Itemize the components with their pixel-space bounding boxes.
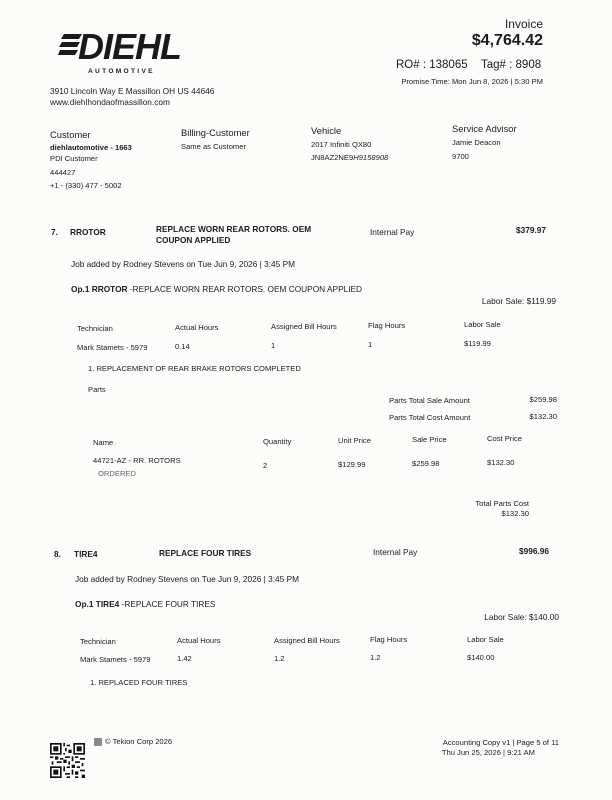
job7-col-labor-sale: Labor Sale	[464, 320, 501, 329]
job7-technician: Mark Stamets - 5979	[77, 343, 148, 352]
qr-code-icon	[50, 743, 85, 778]
job8-actual-hours: 1.42	[177, 654, 192, 663]
job8-labor-sale: Labor Sale: $140.00	[484, 612, 559, 622]
job8-col-assigned-bill-hours: Assigned Bill Hours	[274, 636, 340, 645]
job7-actual-hours: 0.14	[175, 342, 190, 351]
billing-value: Same as Customer	[181, 142, 246, 151]
parts-total-sale-value: $259.98	[529, 395, 557, 404]
advisor-heading: Service Advisor	[452, 123, 517, 134]
customer-phone: +1 - (330) 477 - 5002	[50, 181, 122, 190]
customer-heading: Customer	[50, 129, 91, 140]
job7-amount: $379.97	[516, 225, 546, 235]
logo-subtitle: AUTOMOTIVE	[88, 68, 155, 75]
job7-op-code: Op.1 RROTOR	[71, 284, 128, 294]
job7-added-by: Job added by Rodney Stevens on Tue Jun 9, 2026 | 3:45 PM	[71, 259, 296, 269]
parts-col-quantity: Quantity	[263, 437, 292, 446]
job7-code: RROTOR	[70, 227, 106, 237]
parts-total-sale-label: Parts Total Sale Amount	[389, 396, 470, 405]
job8-col-labor-sale: Labor Sale	[467, 635, 504, 644]
logo-wordmark: DIEHL	[78, 26, 181, 67]
job7-op-line	[71, 284, 362, 294]
job8-labor-sale-value: $140.00	[467, 653, 495, 662]
parts-col-unit-price: Unit Price	[338, 436, 371, 445]
job7-parts-heading: Parts	[88, 385, 106, 394]
vehicle-model: 2017 Infiniti QX80	[311, 140, 372, 149]
footer-copy-info: Accounting Copy v1 | Page 5 of 11	[442, 738, 559, 747]
job8-flag-hours: 1.2	[370, 653, 381, 662]
job8-col-technician: Technician	[80, 637, 116, 646]
customer-id: 444427	[50, 168, 76, 177]
part-sale-price: $259.98	[412, 459, 440, 468]
job7-description-2: COUPON APPLIED	[156, 235, 231, 245]
job7-labor-sale: Labor Sale: $119.99	[481, 296, 556, 306]
job7-flag-hours: 1	[368, 340, 373, 349]
job8-op-code: Op.1 TIRE4	[75, 599, 120, 609]
job7-op-desc: -REPLACE WORN REAR ROTORS. OEM COUPON APPLIED	[127, 284, 363, 294]
parts-col-cost-price: Cost Price	[487, 434, 523, 443]
job8-assigned-bill-hours: 1.2	[274, 654, 285, 663]
job8-added-by: Job added by Rodney Stevens on Tue Jun 9, 2026 | 3:45 PM	[75, 574, 300, 584]
job7-col-assigned-bill-hours: Assigned Bill Hours	[271, 322, 337, 331]
invoice-label: Invoice	[504, 17, 543, 31]
part-quantity: 2	[263, 461, 268, 470]
job8-col-actual-hours: Actual Hours	[177, 636, 221, 645]
job7-assigned-bill-hours: 1	[271, 341, 276, 350]
job8-technician: Mark Stamets - 5979	[80, 655, 151, 664]
job7-labor-sale-value: $119.99	[464, 339, 491, 348]
job7-description-1: REPLACE WORN REAR ROTORS. OEM	[156, 224, 312, 234]
vehicle-vin	[311, 153, 388, 162]
job8-col-flag-hours: Flag Hours	[370, 635, 408, 644]
job7-col-flag-hours: Flag Hours	[368, 321, 406, 330]
job8-code: TIRE4	[74, 549, 98, 559]
part-status: ORDERED	[98, 469, 136, 478]
job8-amount: $996.96	[519, 546, 549, 556]
job7-col-actual-hours: Actual Hours	[175, 323, 219, 332]
tag-number: Tag# : 8908	[481, 59, 542, 71]
job8-op-line	[75, 599, 215, 609]
total-parts-cost-label: Total Parts Cost	[475, 499, 529, 508]
parts-total-cost-value: $132.30	[529, 412, 557, 421]
job8-op-desc: -REPLACE FOUR TIRES	[119, 599, 216, 609]
promise-time: Promise Time: Mon Jun 8, 2026 | 5:30 PM	[401, 77, 543, 86]
job8-number: 8.	[54, 549, 61, 559]
job7-col-technician: Technician	[77, 324, 113, 333]
invoice-total: $4,764.42	[471, 32, 543, 49]
parts-total-cost-label: Parts Total Cost Amount	[389, 413, 471, 422]
job7-number: 7.	[51, 227, 58, 237]
advisor-name: Jamie Deacon	[452, 138, 501, 147]
billing-heading: Billing-Customer	[181, 127, 250, 138]
dealer-address: 3910 Lincoln Way E Massillon OH US 44646	[50, 86, 215, 96]
ro-number: RO# : 138065	[396, 59, 468, 71]
vehicle-heading: Vehicle	[311, 125, 342, 136]
tekion-logo-icon	[94, 738, 102, 746]
parts-col-sale-price: Sale Price	[412, 435, 447, 444]
job7-story: 1. REPLACEMENT OF REAR BRAKE ROTORS COMPLETED	[88, 364, 301, 373]
vin-suffix: H9158908	[353, 153, 389, 162]
advisor-id: 9700	[452, 152, 469, 161]
part-cost-price: $132.30	[487, 458, 515, 467]
footer-printed-time: Thu Jun 25, 2026 | 9:21 AM	[441, 748, 535, 757]
job8-pay-type: Internal Pay	[373, 547, 418, 557]
customer-type: PDI Customer	[50, 154, 98, 163]
part-unit-price: $129.99	[338, 460, 366, 469]
total-parts-cost-value: $132.30	[501, 509, 529, 518]
job8-story: 1. REPLACED FOUR TIRES	[90, 678, 188, 687]
footer-brand: © Tekion Corp 2026	[105, 737, 173, 746]
vin-prefix: JN8AZ2NE9	[311, 153, 354, 162]
part-name: 44721-AZ - RR. ROTORS	[93, 456, 181, 465]
dealer-website: www.diehlhondaofmassillon.com	[50, 97, 170, 107]
job7-pay-type: Internal Pay	[370, 227, 415, 237]
job8-description: REPLACE FOUR TIRES	[159, 548, 252, 558]
customer-name: diehlautomotive - 1663	[50, 143, 132, 152]
parts-col-name: Name	[93, 438, 114, 447]
